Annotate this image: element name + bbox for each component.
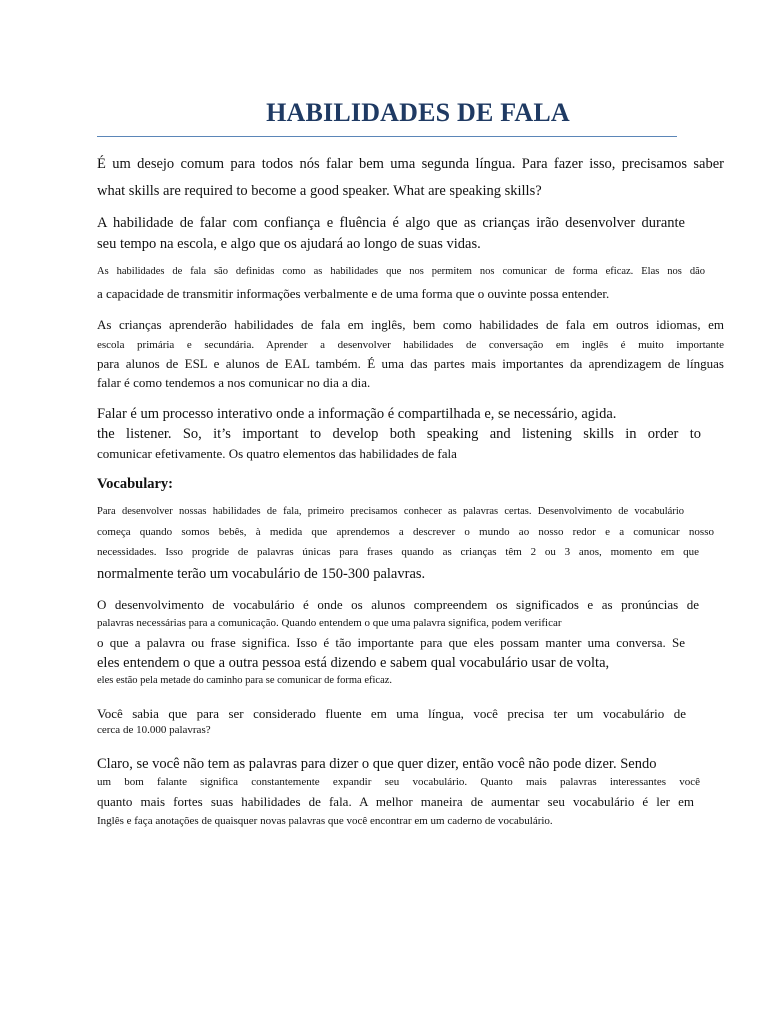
text-line: cerca de 10.000 palavras? <box>97 724 211 736</box>
text-line: É um desejo comum para todos nós falar bem uma segunda língua. Para fazer isso, precisamos saber <box>97 156 724 172</box>
section-heading: Vocabulary: <box>97 476 173 492</box>
text-line: seu tempo na escola, e algo que os ajudará ao longo de suas vidas. <box>97 236 481 252</box>
text-line: eles entendem o que a outra pessoa está dizendo e sabem qual vocabulário usar de volta, <box>97 655 610 671</box>
text-line: falar é como tendemos a nos comunicar no dia a dia. <box>97 375 371 390</box>
text-line: começa quando somos bebês, à medida que aprendemos a descrever o mundo ao nosso redor e a comunicar nosso <box>97 526 714 538</box>
text-line: Você sabia que para ser considerado fluente em uma língua, você precisa ter um vocabulário de <box>97 706 686 721</box>
text-line: Para desenvolver nossas habilidades de fala, primeiro precisamos conhecer as palavras certas. Desenvolvimento de vocabulário <box>97 506 684 517</box>
text-line: eles estão pela metade do caminho para se comunicar de forma eficaz. <box>97 675 393 686</box>
text-line: quanto mais fortes suas habilidades de fala. A melhor maneira de aumentar seu vocabulário é ler em <box>97 794 694 809</box>
text-line: palavras necessárias para a comunicação. Quando entendem o que uma palavra significa, podem verificar <box>97 617 562 629</box>
text-line: Falar é um processo interativo onde a informação é compartilhada e, se necessário, agida. <box>97 406 617 422</box>
page-title: HABILIDADES DE FALA <box>266 98 570 127</box>
text-line: As crianças aprenderão habilidades de fala em inglês, bem como habilidades de fala em outros idiomas, em <box>97 317 724 332</box>
text-line: a capacidade de transmitir informações verbalmente e de uma forma que o ouvinte possa entender. <box>97 286 610 301</box>
text-line: comunicar efetivamente. Os quatro elementos das habilidades de fala <box>97 446 457 461</box>
text-line: Claro, se você não tem as palavras para dizer o que quer dizer, então você não pode dizer. Sendo <box>97 756 657 772</box>
text-line: O desenvolvimento de vocabulário é onde os alunos compreendem os significados e as pronúncias de <box>97 597 699 612</box>
text-line: escola primária e secundária. Aprender a desenvolver habilidades de conversação em inglês é muito importante <box>97 339 724 351</box>
text-line: um bom falante significa constantemente expandir seu vocabulário. Quanto mais palavras interessantes você <box>97 776 700 788</box>
text-line: what skills are required to become a good speaker. What are speaking skills? <box>97 183 542 199</box>
text-line: normalmente terão um vocabulário de 150-300 palavras. <box>97 566 426 582</box>
text-line: para alunos de ESL e alunos de EAL também. É uma das partes mais importantes da aprendizagem de línguas <box>97 356 724 371</box>
text-line: necessidades. Isso progride de palavras únicas para frases quando as crianças têm 2 ou 3 anos, momento em que <box>97 546 699 558</box>
text-line: Inglês e faça anotações de quaisquer novas palavras que você encontrar em um caderno de vocabulário. <box>97 815 553 827</box>
text-line: o que a palavra ou frase significa. Isso é tão importante para que eles possam manter uma conversa. Se <box>97 635 685 650</box>
title-underline <box>97 136 677 137</box>
text-line: A habilidade de falar com confiança e fluência é algo que as crianças irão desenvolver durante <box>97 215 685 231</box>
text-line: As habilidades de fala são definidas como as habilidades que nos permitem nos comunicar de forma eficaz. Elas nos dão <box>97 266 705 277</box>
text-line: the listener. So, it’s important to develop both speaking and listening skills in order to <box>97 426 701 442</box>
